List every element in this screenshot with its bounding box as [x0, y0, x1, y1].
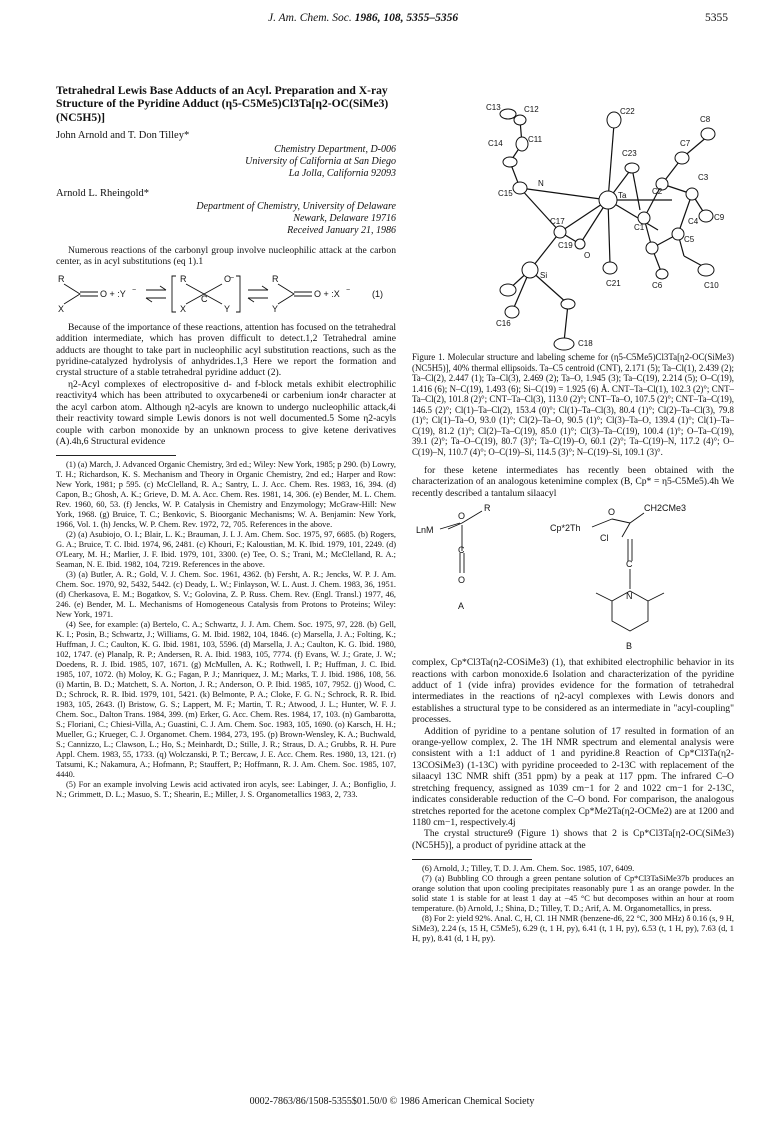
atom-label: C6 — [652, 281, 663, 290]
paragraph: for these ketene intermediates has recently been obtained with the characterization of an analogous ketenimine complex (B, Cp* = η5-C5Me5).4h We recently described a tantalum silaacyl — [412, 465, 734, 499]
svg-text:O + :Y: O + :Y — [100, 288, 126, 299]
paragraph: Because of the importance of these reactions, attention has focused on the tetrahedral addition intermediate, which has proven difficult to detect.1,2 Tetrahedral amine adducts are thought to take part in nucleophilic acyl substitution reactions, such as the pyridine-catalyzed hydrolysis of anhydrides.1,3 Here we report the formation and crystal structure of a stable tetrahedral pyridine adduct (2). — [56, 321, 396, 379]
footnote: (5) For an example involving Lewis acid activated iron acyls, see: Labinger, J. A.; Bonfiglio, J. N.; Grimmett, D. L.; Masuo, S. T.; Shearin, E.; Miller, J. S. Organometallics 1983, 2, 733. — [56, 780, 396, 800]
svg-text:R: R — [180, 273, 187, 284]
svg-text:C: C — [626, 559, 633, 570]
svg-text:X: X — [58, 303, 65, 314]
svg-text:R: R — [58, 273, 65, 284]
footnotes-right — [412, 864, 734, 944]
atom-label: C22 — [620, 107, 635, 116]
left-column — [56, 84, 396, 800]
footnote-divider — [56, 455, 176, 456]
atom-label: C23 — [622, 149, 637, 158]
footnote: (6) Arnold, J.; Tilley, T. D. J. Am. Chem. Soc. 1985, 107, 6409. — [422, 864, 635, 874]
svg-text:CH2CMe3: CH2CMe3 — [644, 503, 687, 514]
footnote: (2) (a) Asubiojo, O. I.; Blair, L. K.; Brauman, J. I. J. Am. Chem. Soc. 1975, 97, 6685. (b) Rogers, G. A.; Bruice, T. C. Ibid. 1974, 96, 2481. (c) Khouri, F.; Kaloustian, M. K. Ibid. 1979, 101, 2249. (d) O'Leary, M. H.; Marlier, J. F. Ibid. 1979, 101, 3300. (e) Tee, O. S.; Trani, M.; McClelland, R. A.; Seaman, N. E. Ibid. 1982, 104, 7219. References in the above. — [56, 530, 396, 570]
atom-label: N — [538, 179, 544, 188]
structure-A-label: A — [458, 601, 465, 612]
atom-label: C17 — [550, 217, 565, 226]
paragraph: Numerous reactions of the carbonyl group involve nucleophilic attack at the carbon center, as in acyl substitutions (eq 1).1 — [56, 245, 396, 268]
atom-label: C13 — [486, 103, 501, 112]
svg-text:Y: Y — [272, 303, 279, 314]
svg-text:R: R — [272, 273, 279, 284]
equation-number: (1) — [372, 288, 383, 299]
atom-label: C14 — [488, 139, 503, 148]
LnM-label: LnM — [416, 525, 434, 536]
right-column — [412, 84, 734, 944]
atom-label: C4 — [688, 217, 699, 226]
atom-label: C7 — [680, 139, 691, 148]
svg-text:O: O — [224, 273, 232, 284]
svg-text:−: − — [132, 286, 137, 294]
atom-label: C18 — [578, 339, 593, 348]
page-number: 5355 — [705, 12, 728, 24]
paragraph: Addition of pyridine to a pentane solution of 17 resulted in formation of an orange-yellow complex, 2. The 1H NMR spectrum and elemental analysis were consistent with a 1:1 adduct of 1 and pyridine.8 Reaction of Cp*Cl3Ta(η2-13COSiMe3) (1-13C) with pyridine proceeded to 2-13C with replacement of the silaacyl 13C NMR shift (351 ppm) by a peak at 117 ppm. The infrared C–O stretching frequency, assigned as 1039 cm−1 for 2 and 1022 cm−1 for 2-13C, indicates considerable reduction of the C–O bond. For comparison, the analogous stretches reported for the acetone complex Cp*Me2Ta(η2-OCMe2) are at 1200 and 1180 cm−1, respectively.4j — [412, 725, 734, 828]
affiliation-1: Chemistry Department, D-006 University of California at San Diego La Jolla, California 92093 — [245, 143, 396, 179]
atom-label: C1 — [634, 223, 645, 232]
ketene-structures-drawing — [412, 503, 734, 653]
atom-label: C15 — [498, 189, 513, 198]
footnote: (1) (a) March, J. Advanced Organic Chemistry, 3rd ed.; Wiley: New York, 1985; p 290. (b) Lowry, T. H.; Richardson, K. S. Mechanism and Theory in Organic Chemistry, 2nd ed.; Harper and Row: New York, 1981; p 595. (c) McClelland, R. A.; Santry, L. J. Acc. Chem. Res. 1983, 16, 394. (d) Capon, B.; Ghosh, A. K.; Grieve, D. M. A. Acc. Chem. Res. 1981, 14, 306. (e) Bender, M. L. Chem. Rev. 1960, 60, 53. (f) Jencks, W. P. Catalysis in Chemistry and Enzymology; McGraw-Hill: New York, 1968. (g) Bruice, T. C.; Benkovic, S. Bioorganic Mechanisms; W. A. Benjamin: New York, 1966, Vol. 1. (h) Jencks, W. P. Chem. Rev. 1972, 72, 705. References in the above. — [56, 460, 396, 530]
atom-label: C9 — [714, 213, 725, 222]
author-line-2: Arnold L. Rheingold* — [56, 187, 150, 199]
svg-text:R: R — [484, 503, 491, 514]
article-title: Tetrahedral Lewis Base Adducts of an Acyl. Preparation and X-ray Structure of the Pyridine Adduct (η5-C5Me5)Cl3Ta[η2-OC(SiMe3)(NC5H5)] — [56, 84, 389, 124]
svg-text:−: − — [230, 274, 235, 282]
atom-label: C2 — [652, 187, 663, 196]
journal-citation: J. Am. Chem. Soc. 1986, 108, 5355–5356 — [268, 12, 459, 24]
svg-text:C: C — [201, 293, 208, 304]
equation-1 — [56, 272, 396, 316]
author-line-1: John Arnold and T. Don Tilley* — [56, 130, 190, 142]
atom-label: C5 — [684, 235, 695, 244]
atom-label: C21 — [606, 279, 621, 288]
svg-text:X: X — [180, 303, 187, 314]
footnotes — [56, 460, 396, 800]
atom-label: C16 — [496, 319, 511, 328]
atom-label: Ta — [618, 191, 627, 200]
svg-text:Cl: Cl — [600, 533, 609, 544]
structure-B-label: B — [626, 641, 633, 652]
atom-label: C8 — [700, 115, 711, 124]
svg-text:N: N — [626, 591, 633, 602]
footnote: (7) (a) Bubbling CO through a green pentane solution of Cp*Cl3TaSiMe37b produces an orange solution that upon cooling precipitates reasonably pure 1 as an orange powder. In the solid state 1 is stable for at least 1 day at −45 °C but decomposes within an hour at room temperature. (b) Arnold, J.; Shina, D.; Tilley, T. D.; Arif, A. M. Organometallics, in press. — [412, 874, 734, 914]
received-date: Received January 21, 1986 — [287, 225, 396, 237]
molecular-structure-drawing — [412, 84, 734, 352]
svg-text:O: O — [608, 507, 616, 518]
page-footer: 0002-7863/86/1508-5355$01.50/0 © 1986 American Chemical Society — [249, 1096, 535, 1107]
footnote: (8) For 2: yield 92%. Anal. C, H, Cl. 1H NMR (benzene-d6, 22 °C, 300 MHz) δ 0.16 (s, 9 H, SiMe3), 2.24 (s, 15 H, C5Me5), 6.29 (t, 1 H, py), 6.41 (t, 1 H, py), 6.53 (t, 1 H, py), 7.63 (d, 1 H, py), 8.41 (d, 1 H, py). — [412, 914, 734, 944]
footnote: (4) See, for example: (a) Bertelo, C. A.; Schwartz, J. J. Am. Chem. Soc. 1975, 97, 228. (b) Gell, K. I.; Posin, B.; Schwartz, J.; Williams, G. M. Ibid. 1982, 104, 1846. (c) Marsella, J. A.; Folting, K.; Huffman, J. C.; Caulton, K. G. Ibid. 1981, 103, 5596. (d) Marsella, J. A.; Caulton, K. G. Ibid. 1980, 102, 1747. (e) Planalp, R. P.; Andersen, R. A. Ibid. 1983, 105, 7774. (f) Evans, W. J.; Grate, J. W.; Doedens, R. J. Ibid. 1985, 107, 1671. (g) McMullen, A. K.; Rothwell, I. P.; Huffman, J. C. Ibid. 1985, 107, 1072. (h) Moloy, K. G.; Fagan, P. J.; Manriquez, J. M.; Marks, T. J. Ibid. 1986, 108, 56. (i) Martin, B. D.; Matchett, S. A. Norton, J. R.; Anderson, O. P. Ibid. 1985, 107, 7952. (j) Wood, C. D.; Schrock, R. R. Ibid. 1979, 101, 5421. (k) Belmonte, P. A.; Cloke, F. G. N.; Schrock, R. R. Ibid. 1983, 105, 2643. (l) Bristow, G. S.; Lappert, M. F.; Martin, T. R.; Atwood, J. L.; Hunter, W. F. J. Chem. Soc., Dalton Trans. 1984, 399. (m) Erker, G. Acc. Chem. Res. 1984, 17, 103. (n) Gambarotta, S.; Floriani, C.; Chiesi-Villa, A.; Guastini, C. J. Am. Chem. Soc. 1983, 105, 1690. (o) Karsch, H. H.; Mueller, G.; Krueger, C. J. Organomet. Chem. 1984, 273, 195. (p) Brown-Wensley, K. A.; Buchwald, S.; Cannizzo, L.; Clawson, L.; Ho, S.; Meinhardt, D.; Stille, J. R.; Straus, D. A.; Grubbs, R. H. Pure Appl. Chem. 1983, 55, 1733. (q) Wolczanski, P. T.; Bercaw, J. E. Acc. Chem. Res. 1980, 13, 121. (r) Tatsumi, K.; Nakamura, A.; Hofmann, P.; Stauffert, P.; Hoffmann, R. J. Am. Chem. Soc. 1985, 107, 4440. — [56, 620, 396, 780]
svg-text:Y: Y — [224, 303, 231, 314]
paragraph: The crystal structure9 (Figure 1) shows that 2 is Cp*Cl3Ta[η2-OC(SiMe3)(NC5H5)], a product of pyridine attack at the — [412, 828, 734, 851]
svg-text:O: O — [458, 511, 466, 522]
footnote-divider — [412, 859, 532, 860]
svg-text:C: C — [458, 545, 465, 556]
atom-label: O — [584, 251, 591, 260]
affiliation-2: Department of Chemistry, University of Delaware Newark, Delaware 19716 — [196, 201, 396, 225]
atom-label: Si — [540, 271, 548, 280]
figure-caption: Figure 1. Molecular structure and labeling scheme for (η5-C5Me5)Cl3Ta[η2-OC(SiMe3)(NC5H5)], 40% thermal ellipsoids. Ta–C5 centroid (CNT), 2.171 (5); Ta–Cl(1), 2.439 (2); Ta–Cl(2), 2.447 (1); Ta–Cl(3), 2.469 (2); Ta–O, 1.945 (3); Ta–C(19), 2.214 (5); O–C(19), 1.416 (6); N–C(19), 1.493 (6); Si–C(19) = 1.925 (6) Å. CNT–Ta–Cl(1), 102.3 (2)°; CNT–Ta–Cl(2), 101.8 (2)°; CNT–Ta–Cl(3), 113.0 (2)°; CNT–Ta–O, 107.5 (2)°; CNT–Ta–C(19), 146.5 (2)°; Cl(1)–Ta–Cl(2), 153.4 (0)°; Cl(1)–Ta–Cl(3), 80.4 (1)°; Cl(2)–Ta–Cl(3), 79.8 (1)°; Cl(1)–Ta–O, 93.0 (1)°; Cl(2)–Ta–O, 90.5 (1)°; Cl(3)–Ta–O, 139.4 (1)°; Cl(1)–Ta–C(19), 81.2 (1)°; Cl(2)–Ta–C(19), 85.0 (1)°; Cl(3)–Ta–C(19), 100.4 (1)°; O–Ta–C(19), 39.1 (2)°; Ta–O–C(19), 80.7 (3)°; Ta–C(19)–O, 60.1 (2)°; Ta–C(19)–N, 117.2 (4)°; O–C(19)–N, 110.7 (4)°; O–C(19)–Si, 114.5 (3)°; N–C(19)–Si, 109.1 (3)°. — [412, 352, 734, 457]
svg-text:O + :X: O + :X — [314, 288, 340, 299]
atom-label: C10 — [704, 281, 719, 290]
svg-text:−: − — [346, 286, 351, 294]
atom-label: C19 — [558, 241, 573, 250]
atom-label: C3 — [698, 173, 709, 182]
Cp2Th-label: Cp*2Th — [550, 523, 581, 534]
paragraph: complex, Cp*Cl3Ta(η2-COSiMe3) (1), that exhibited electrophilic behavior in its reactions with carbon monoxide.6 Isolation and characterization of the pyridine adduct of 1 (vide infra) provides evidence for the formation of tetrahedral intermediates in the reactions of η2-acyl complexes with Lewis donors and establishes a structural type to be considered as an intermediate in "acyl-coupling" processes. — [412, 657, 734, 726]
svg-text:O: O — [458, 575, 466, 586]
atom-label: C12 — [524, 105, 539, 114]
figure-1 — [412, 84, 734, 352]
atom-label: C11 — [528, 135, 543, 144]
footnote: (3) (a) Butler, A. R.; Gold, V. J. Chem. Soc. 1961, 4362. (b) Fersht, A. R.; Jencks, W. P. J. Am. Chem. Soc. 1970, 92, 5432, 5442. (c) Deady, L. W.; Finlayson, W. L. Aust. J. Chem. 1983, 36, 1951. (d) Cherkasova, E. M.; Bogatkov, S. V.; Golovina, Z. P. Russ. Chem. Rev. (Engl. Transl.) 1977, 46, 246. (e) Bender, M. L. Mechanisms of Homogeneous Catalysis from Protons to Proteins; Wiley: New York, 1971. — [56, 570, 396, 620]
reaction-scheme — [56, 272, 396, 316]
paragraph: η2-Acyl complexes of electropositive d- and f-block metals exhibit electrophilic reactivity4 which has been attributed to oxycarbene4i or carbenium ion4r character at the acyl carbon atom. Although η2-acyls are known to undergo nucleophilic attack,4i their reactivity toward simple Lewis donors is not well documented.5 Some η2-acyls couple with carbon monoxide by an unknown process to give ketene derivatives (A).4h,6 Structural evidence — [56, 378, 396, 447]
scheme-A-B — [412, 503, 734, 653]
